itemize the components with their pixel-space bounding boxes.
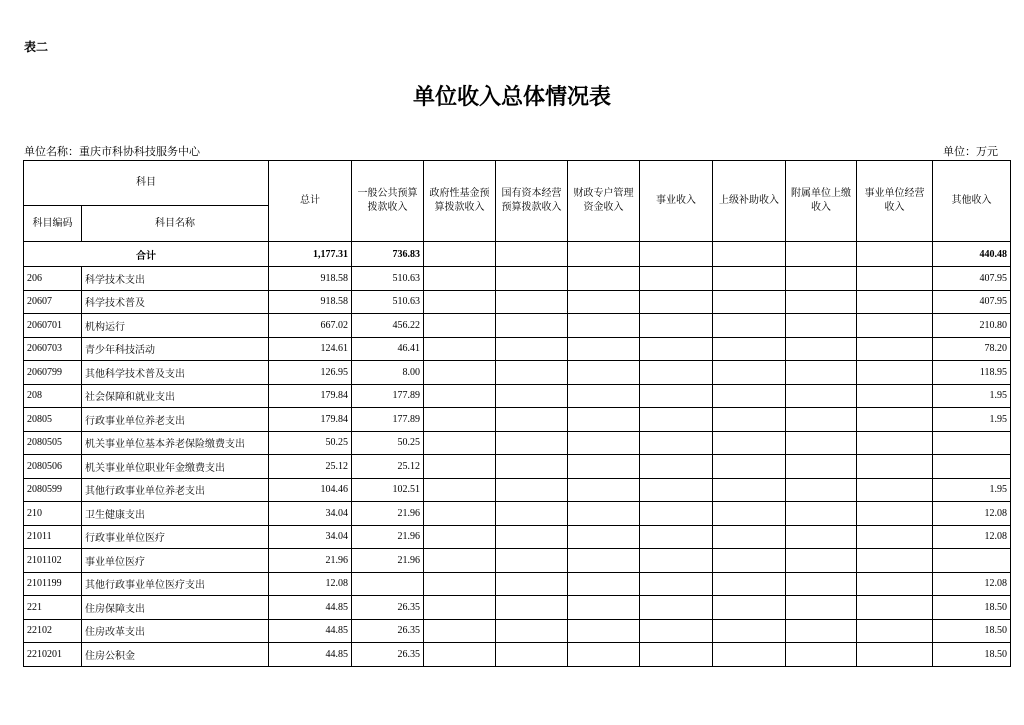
header-code: 科目编码 xyxy=(24,206,82,242)
row-general-budget: 25.12 xyxy=(352,455,424,479)
row-general-budget: 456.22 xyxy=(352,314,424,338)
row-code: 210 xyxy=(24,502,82,526)
row-general-budget: 26.35 xyxy=(352,643,424,667)
row-state-capital xyxy=(496,643,568,667)
row-other: 210.80 xyxy=(933,314,1011,338)
row-code: 21011 xyxy=(24,525,82,549)
row-fiscal-special xyxy=(568,431,640,455)
row-subordinate xyxy=(786,549,857,573)
row-superior-subsidy xyxy=(713,549,786,573)
row-fiscal-special xyxy=(568,549,640,573)
table-row xyxy=(24,478,1011,502)
row-subordinate xyxy=(786,596,857,620)
table-row xyxy=(24,267,1011,291)
header-fiscal-special: 财政专户管理资金收入 xyxy=(568,161,640,242)
header-business-operation: 事业单位经营收入 xyxy=(857,161,933,242)
row-business-operation xyxy=(857,290,933,314)
header-general-budget: 一般公共预算拨款收入 xyxy=(352,161,424,242)
row-total: 25.12 xyxy=(269,455,352,479)
row-gov-fund xyxy=(424,478,496,502)
row-general-budget: 21.96 xyxy=(352,549,424,573)
row-business xyxy=(640,478,713,502)
row-subordinate xyxy=(786,502,857,526)
row-business-operation xyxy=(857,549,933,573)
row-code: 208 xyxy=(24,384,82,408)
table-row xyxy=(24,431,1011,455)
row-total: 44.85 xyxy=(269,643,352,667)
row-subordinate xyxy=(786,525,857,549)
row-code: 2080506 xyxy=(24,455,82,479)
row-superior-subsidy xyxy=(713,337,786,361)
row-business-operation xyxy=(857,502,933,526)
row-business-operation xyxy=(857,572,933,596)
total-other: 440.48 xyxy=(933,242,1011,267)
row-code: 2080599 xyxy=(24,478,82,502)
header-subject: 科目 xyxy=(24,161,269,206)
row-business xyxy=(640,431,713,455)
row-name: 机关事业单位职业年金缴费支出 xyxy=(82,455,269,479)
row-general-budget: 50.25 xyxy=(352,431,424,455)
row-state-capital xyxy=(496,549,568,573)
row-other: 18.50 xyxy=(933,596,1011,620)
row-name: 住房改革支出 xyxy=(82,619,269,643)
row-fiscal-special xyxy=(568,619,640,643)
row-name: 事业单位医疗 xyxy=(82,549,269,573)
row-superior-subsidy xyxy=(713,596,786,620)
row-code: 20805 xyxy=(24,408,82,432)
row-total: 179.84 xyxy=(269,408,352,432)
row-superior-subsidy xyxy=(713,408,786,432)
total-business-operation xyxy=(857,242,933,267)
row-code: 206 xyxy=(24,267,82,291)
row-general-budget: 46.41 xyxy=(352,337,424,361)
row-total: 34.04 xyxy=(269,525,352,549)
row-state-capital xyxy=(496,290,568,314)
row-state-capital xyxy=(496,361,568,385)
row-gov-fund xyxy=(424,619,496,643)
row-total: 126.95 xyxy=(269,361,352,385)
total-gov-fund xyxy=(424,242,496,267)
table-row xyxy=(24,643,1011,667)
row-fiscal-special xyxy=(568,596,640,620)
row-other: 1.95 xyxy=(933,384,1011,408)
row-other: 18.50 xyxy=(933,643,1011,667)
row-superior-subsidy xyxy=(713,431,786,455)
row-total: 12.08 xyxy=(269,572,352,596)
row-gov-fund xyxy=(424,384,496,408)
row-name: 机关事业单位基本养老保险缴费支出 xyxy=(82,431,269,455)
row-business xyxy=(640,572,713,596)
row-state-capital xyxy=(496,455,568,479)
row-state-capital xyxy=(496,572,568,596)
row-subordinate xyxy=(786,455,857,479)
row-gov-fund xyxy=(424,361,496,385)
row-gov-fund xyxy=(424,525,496,549)
row-gov-fund xyxy=(424,267,496,291)
row-total: 918.58 xyxy=(269,290,352,314)
row-other: 1.95 xyxy=(933,478,1011,502)
row-subordinate xyxy=(786,314,857,338)
row-name: 社会保障和就业支出 xyxy=(82,384,269,408)
row-fiscal-special xyxy=(568,572,640,596)
currency-unit-label: 单位：万元 xyxy=(943,145,998,158)
row-superior-subsidy xyxy=(713,502,786,526)
row-other: 407.95 xyxy=(933,267,1011,291)
table-row xyxy=(24,408,1011,432)
row-fiscal-special xyxy=(568,408,640,432)
row-state-capital xyxy=(496,408,568,432)
row-name: 卫生健康支出 xyxy=(82,502,269,526)
row-general-budget xyxy=(352,572,424,596)
row-general-budget: 26.35 xyxy=(352,596,424,620)
row-code: 20607 xyxy=(24,290,82,314)
row-fiscal-special xyxy=(568,384,640,408)
row-business xyxy=(640,596,713,620)
row-business xyxy=(640,455,713,479)
row-superior-subsidy xyxy=(713,525,786,549)
row-name: 其他行政事业单位医疗支出 xyxy=(82,572,269,596)
row-general-budget: 21.96 xyxy=(352,502,424,526)
row-business xyxy=(640,290,713,314)
row-name: 青少年科技活动 xyxy=(82,337,269,361)
row-superior-subsidy xyxy=(713,478,786,502)
total-general-budget: 736.83 xyxy=(352,242,424,267)
row-name: 行政事业单位养老支出 xyxy=(82,408,269,432)
total-fiscal-special xyxy=(568,242,640,267)
table-row xyxy=(24,502,1011,526)
row-fiscal-special xyxy=(568,267,640,291)
row-general-budget: 21.96 xyxy=(352,525,424,549)
row-gov-fund xyxy=(424,502,496,526)
row-other xyxy=(933,549,1011,573)
row-business-operation xyxy=(857,384,933,408)
row-other: 12.08 xyxy=(933,525,1011,549)
table-row xyxy=(24,361,1011,385)
row-total: 21.96 xyxy=(269,549,352,573)
row-total: 50.25 xyxy=(269,431,352,455)
total-state-capital xyxy=(496,242,568,267)
header-name: 科目名称 xyxy=(82,206,269,242)
income-table xyxy=(23,160,1011,667)
row-fiscal-special xyxy=(568,643,640,667)
row-business xyxy=(640,408,713,432)
header-other: 其他收入 xyxy=(933,161,1011,242)
row-subordinate xyxy=(786,619,857,643)
row-total: 34.04 xyxy=(269,502,352,526)
row-subordinate xyxy=(786,384,857,408)
row-other: 12.08 xyxy=(933,502,1011,526)
row-subordinate xyxy=(786,361,857,385)
row-general-budget: 102.51 xyxy=(352,478,424,502)
row-state-capital xyxy=(496,502,568,526)
row-superior-subsidy xyxy=(713,267,786,291)
table-row xyxy=(24,290,1011,314)
row-total: 918.58 xyxy=(269,267,352,291)
row-total: 667.02 xyxy=(269,314,352,338)
row-superior-subsidy xyxy=(713,290,786,314)
row-other: 1.95 xyxy=(933,408,1011,432)
table-row xyxy=(24,384,1011,408)
row-name: 行政事业单位医疗 xyxy=(82,525,269,549)
row-subordinate xyxy=(786,408,857,432)
row-superior-subsidy xyxy=(713,455,786,479)
row-superior-subsidy xyxy=(713,361,786,385)
row-business xyxy=(640,549,713,573)
table-row xyxy=(24,549,1011,573)
row-total: 44.85 xyxy=(269,596,352,620)
row-code: 2060799 xyxy=(24,361,82,385)
row-superior-subsidy xyxy=(713,643,786,667)
row-state-capital xyxy=(496,596,568,620)
row-business-operation xyxy=(857,314,933,338)
row-gov-fund xyxy=(424,337,496,361)
row-code: 2080505 xyxy=(24,431,82,455)
total-business xyxy=(640,242,713,267)
table-row xyxy=(24,619,1011,643)
table-row xyxy=(24,314,1011,338)
row-subordinate xyxy=(786,431,857,455)
row-name: 其他行政事业单位养老支出 xyxy=(82,478,269,502)
row-subordinate xyxy=(786,478,857,502)
row-general-budget: 8.00 xyxy=(352,361,424,385)
row-state-capital xyxy=(496,314,568,338)
row-subordinate xyxy=(786,267,857,291)
row-business xyxy=(640,502,713,526)
header-superior-subsidy: 上级补助收入 xyxy=(713,161,786,242)
row-total: 44.85 xyxy=(269,619,352,643)
row-code: 22102 xyxy=(24,619,82,643)
row-other xyxy=(933,431,1011,455)
row-superior-subsidy xyxy=(713,384,786,408)
row-business xyxy=(640,643,713,667)
row-code: 2101102 xyxy=(24,549,82,573)
row-name: 科学技术支出 xyxy=(82,267,269,291)
row-gov-fund xyxy=(424,455,496,479)
table-row xyxy=(24,337,1011,361)
row-business-operation xyxy=(857,596,933,620)
row-other xyxy=(933,455,1011,479)
row-general-budget: 510.63 xyxy=(352,290,424,314)
row-business-operation xyxy=(857,455,933,479)
row-fiscal-special xyxy=(568,478,640,502)
row-superior-subsidy xyxy=(713,572,786,596)
row-fiscal-special xyxy=(568,361,640,385)
row-business xyxy=(640,361,713,385)
row-other: 12.08 xyxy=(933,572,1011,596)
row-gov-fund xyxy=(424,290,496,314)
row-general-budget: 26.35 xyxy=(352,619,424,643)
row-fiscal-special xyxy=(568,502,640,526)
row-total: 179.84 xyxy=(269,384,352,408)
row-business xyxy=(640,267,713,291)
row-fiscal-special xyxy=(568,314,640,338)
row-business-operation xyxy=(857,431,933,455)
page-title: 单位收入总体情况表 xyxy=(412,84,611,110)
row-business xyxy=(640,384,713,408)
row-code: 2210201 xyxy=(24,643,82,667)
header-business: 事业收入 xyxy=(640,161,713,242)
row-state-capital xyxy=(496,267,568,291)
row-gov-fund xyxy=(424,431,496,455)
unit-name-label: 单位名称：重庆市科协科技服务中心 xyxy=(24,145,200,158)
row-other: 407.95 xyxy=(933,290,1011,314)
row-code: 2060703 xyxy=(24,337,82,361)
row-business-operation xyxy=(857,337,933,361)
row-total: 124.61 xyxy=(269,337,352,361)
row-gov-fund xyxy=(424,314,496,338)
row-business xyxy=(640,525,713,549)
table-number-label: 表二 xyxy=(24,40,49,54)
row-state-capital xyxy=(496,384,568,408)
row-gov-fund xyxy=(424,596,496,620)
table-row xyxy=(24,455,1011,479)
row-business-operation xyxy=(857,408,933,432)
row-superior-subsidy xyxy=(713,619,786,643)
row-fiscal-special xyxy=(568,290,640,314)
row-fiscal-special xyxy=(568,525,640,549)
row-other: 18.50 xyxy=(933,619,1011,643)
row-state-capital xyxy=(496,478,568,502)
row-general-budget: 510.63 xyxy=(352,267,424,291)
row-name: 住房公积金 xyxy=(82,643,269,667)
row-name: 住房保障支出 xyxy=(82,596,269,620)
row-superior-subsidy xyxy=(713,314,786,338)
row-business xyxy=(640,619,713,643)
row-code: 221 xyxy=(24,596,82,620)
row-general-budget: 177.89 xyxy=(352,384,424,408)
row-business-operation xyxy=(857,267,933,291)
row-subordinate xyxy=(786,643,857,667)
total-subordinate xyxy=(786,242,857,267)
row-gov-fund xyxy=(424,549,496,573)
row-business-operation xyxy=(857,619,933,643)
row-code: 2101199 xyxy=(24,572,82,596)
table-row xyxy=(24,525,1011,549)
row-code: 2060701 xyxy=(24,314,82,338)
row-name: 机构运行 xyxy=(82,314,269,338)
total-label: 合计 xyxy=(24,242,269,267)
row-subordinate xyxy=(786,290,857,314)
row-business-operation xyxy=(857,525,933,549)
total-total: 1,177.31 xyxy=(269,242,352,267)
row-subordinate xyxy=(786,572,857,596)
row-state-capital xyxy=(496,431,568,455)
row-business-operation xyxy=(857,643,933,667)
row-gov-fund xyxy=(424,572,496,596)
row-business xyxy=(640,314,713,338)
row-subordinate xyxy=(786,337,857,361)
row-state-capital xyxy=(496,337,568,361)
row-business-operation xyxy=(857,478,933,502)
total-row xyxy=(24,242,1011,267)
total-superior-subsidy xyxy=(713,242,786,267)
row-business xyxy=(640,337,713,361)
table-row xyxy=(24,572,1011,596)
header-subordinate: 附属单位上缴收入 xyxy=(786,161,857,242)
header-gov-fund: 政府性基金预算拨款收入 xyxy=(424,161,496,242)
row-fiscal-special xyxy=(568,455,640,479)
row-state-capital xyxy=(496,619,568,643)
header-state-capital: 国有资本经营预算拨款收入 xyxy=(496,161,568,242)
row-general-budget: 177.89 xyxy=(352,408,424,432)
row-name: 科学技术普及 xyxy=(82,290,269,314)
row-gov-fund xyxy=(424,643,496,667)
row-business-operation xyxy=(857,361,933,385)
row-other: 78.20 xyxy=(933,337,1011,361)
row-state-capital xyxy=(496,525,568,549)
table-row xyxy=(24,596,1011,620)
row-name: 其他科学技术普及支出 xyxy=(82,361,269,385)
row-gov-fund xyxy=(424,408,496,432)
row-other: 118.95 xyxy=(933,361,1011,385)
row-total: 104.46 xyxy=(269,478,352,502)
header-total: 总计 xyxy=(269,161,352,242)
row-fiscal-special xyxy=(568,337,640,361)
